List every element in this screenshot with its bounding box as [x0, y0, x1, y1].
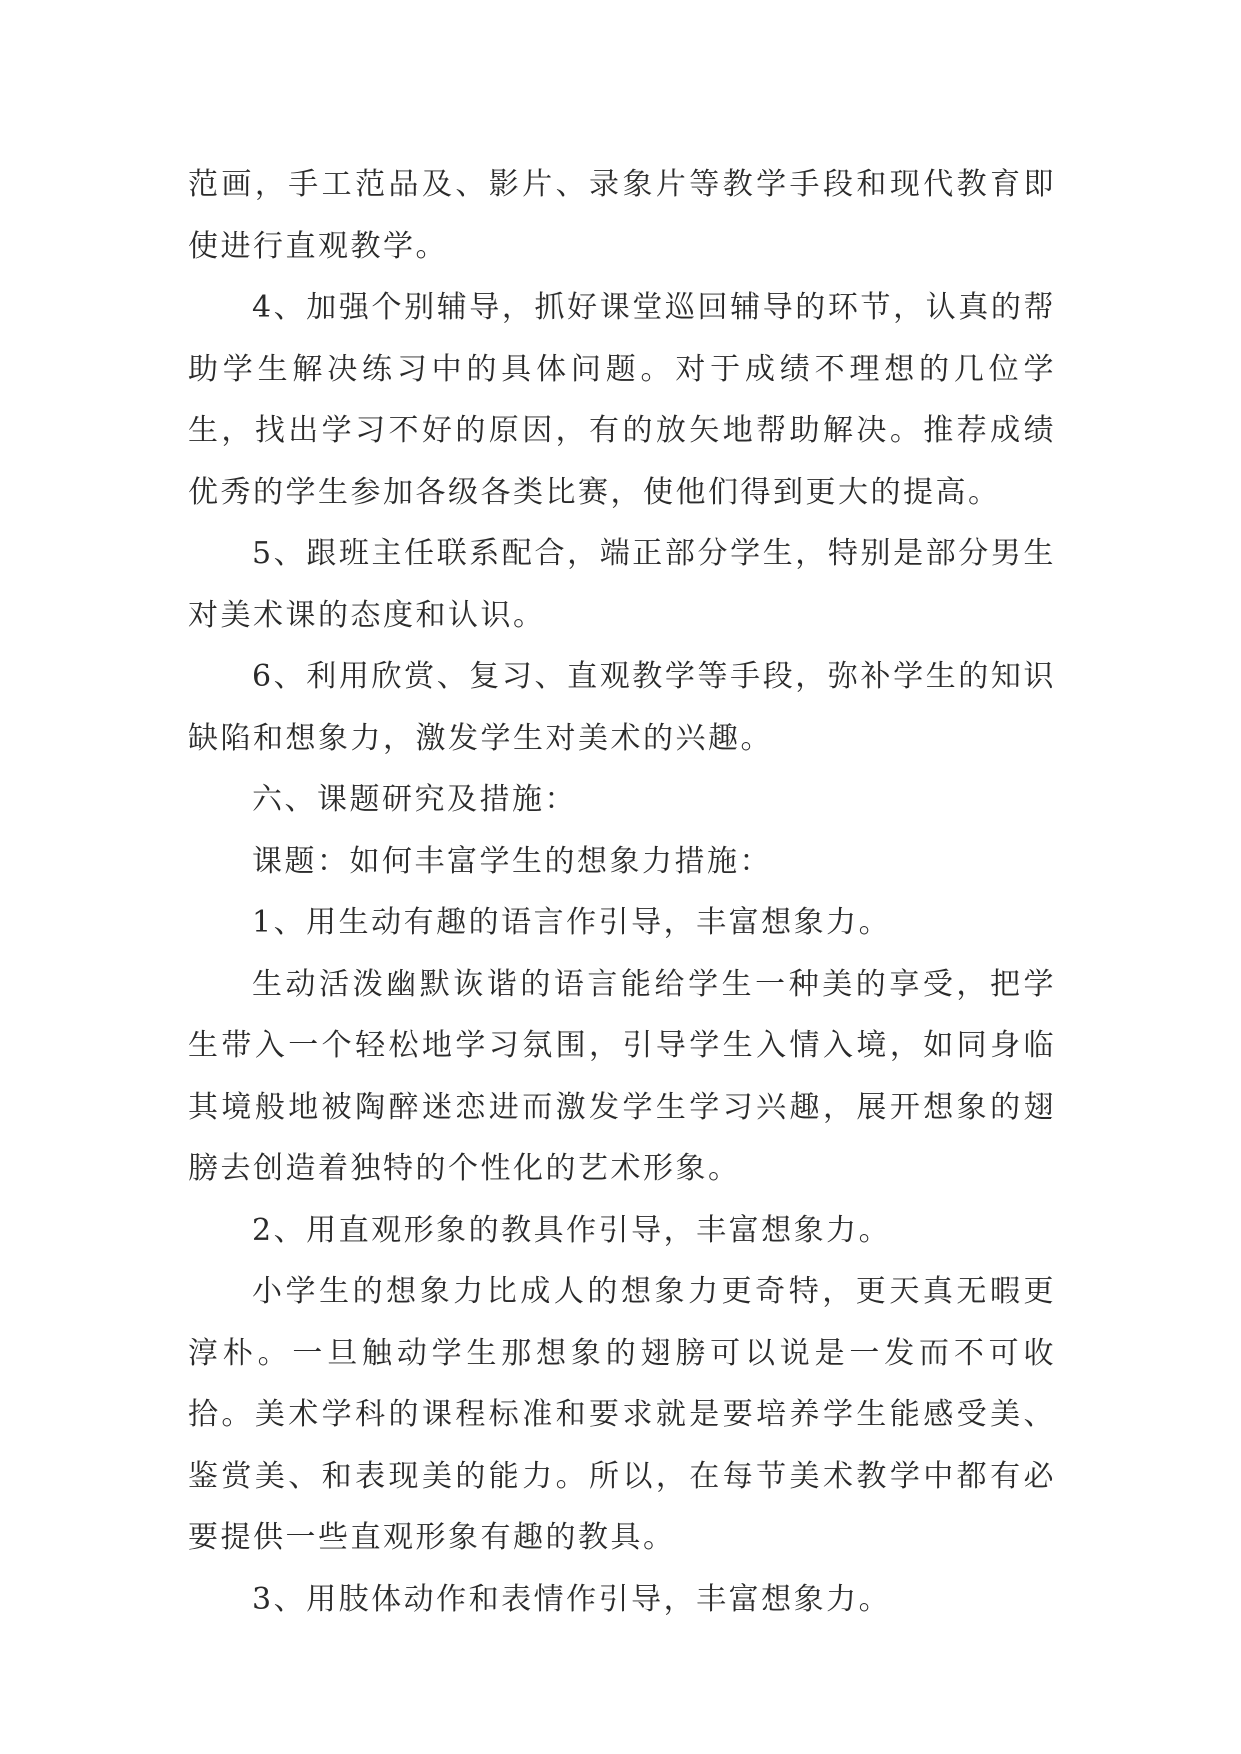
measure-2-body: 小学生的想象力比成人的想象力更奇特，更天真无暇更淳朴。一旦触动学生那想象的翅膀可以说是一发而不可收拾。美术学科的课程标准和要求就是要培养学生能感受美、鉴赏美、和表现美的能力。所以，在每节美术教学中都有必要提供一些直观形象有趣的教具。	[188, 1274, 1056, 1555]
measure-1-heading: 1、用生动有趣的语言作引导，丰富想象力。	[252, 905, 892, 940]
document-body	[188, 154, 1056, 1630]
paragraph-2: 4、加强个别辅导，抓好课堂巡回辅导的环节，认真的帮助学生解决练习中的具体问题。对于成绩不理想的几位学生，找出学习不好的原因，有的放矢地帮助解决。推荐成绩优秀的学生参加各级各类比赛，使他们得到更大的提高。	[188, 290, 1056, 510]
paragraph-3: 5、跟班主任联系配合，端正部分学生，特别是部分男生对美术课的态度和认识。	[188, 536, 1056, 633]
measure-3-heading: 3、用肢体动作和表情作引导，丰富想象力。	[252, 1581, 892, 1617]
paragraph-4: 6、利用欣赏、复习、直观教学等手段，弥补学生的知识缺陷和想象力，激发学生对美术的兴趣。	[188, 659, 1056, 756]
topic-line: 课题：如何丰富学生的想象力措施：	[252, 843, 772, 879]
section-heading: 六、课题研究及措施：	[252, 782, 577, 817]
measure-1-body: 生动活泼幽默诙谐的语言能给学生一种美的享受，把学生带入一个轻松地学习氛围，引导学生入情入境，如同身临其境般地被陶醉迷恋进而激发学生学习兴趣，展开想象的翅膀去创造着独特的个性化的艺术形象。	[188, 966, 1056, 1186]
paragraph-1: 范画，手工范品及、影片、录象片等教学手段和现代教育即使进行直观教学。	[188, 167, 1056, 264]
measure-2-heading: 2、用直观形象的教具作引导，丰富想象力。	[252, 1212, 892, 1248]
